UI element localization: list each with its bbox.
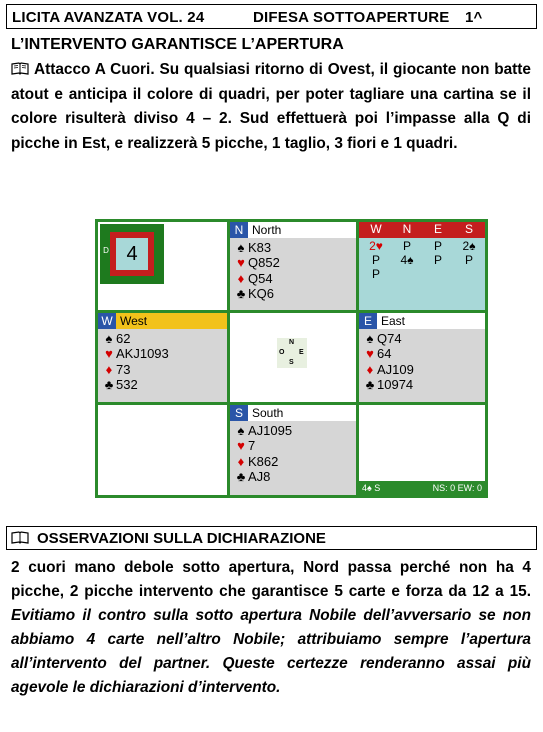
heart-icon: ♥ [237, 255, 245, 271]
compass-s: S [289, 359, 294, 366]
book-icon [11, 59, 29, 72]
diamond-icon: ♦ [237, 270, 245, 286]
board-number-box [100, 224, 164, 284]
north-name: North [252, 223, 282, 237]
bid: P [371, 253, 380, 267]
bid-header-w: W [370, 222, 382, 236]
bid-header-s: S [464, 222, 473, 236]
west-diamonds: 73 [116, 361, 131, 377]
observations-italic-text: Evitiamo il contro sulla sotto apertura Nobile dell’avversario se non abbiamo 4 carte nell’altro Nobile; attribuiamo sempre l’apertura all’intervento del partner. Queste certezze renderanno assai più agevole le dichiarazioni d’intervento. [11, 607, 531, 696]
bid-header-e: E [433, 222, 442, 236]
compass-icon [277, 338, 307, 368]
north-spades: K83 [248, 240, 272, 255]
spade-icon: ♠ [237, 240, 245, 255]
bid: P [464, 253, 473, 267]
result-bar [359, 481, 485, 495]
east-seat-letter: E [359, 313, 377, 329]
spade-icon: ♠ [366, 331, 374, 346]
observations-text: 2 cuori mano debole sotto apertura, Nord passa perché non ha 4 picche, 2 picche intervento che garantisce 5 carte e forza da 12 a 15. [11, 559, 531, 600]
east-name: East [381, 314, 406, 328]
south-diamonds: K862 [248, 453, 279, 469]
bid: 2♥ [369, 239, 383, 253]
west-clubs: 532 [116, 376, 138, 392]
compass-n: N [289, 339, 295, 346]
club-icon: ♣ [236, 285, 246, 301]
north-clubs: KQ6 [248, 285, 275, 301]
header-row [8, 6, 535, 28]
south-hand [230, 405, 356, 495]
score: NS: 0 EW: 0 [432, 483, 482, 493]
west-seat-letter: W [98, 313, 116, 329]
spade-icon: ♠ [237, 423, 245, 438]
bid: P [433, 253, 442, 267]
bid: P [402, 239, 411, 253]
bidding-row [359, 253, 485, 267]
intro-text: Attacco A Cuori. Su qualsiasi ritorno di Ovest, il giocante non batte atout e anticipa il colore di quadri, per poter tagliare una cartina se il colore risulterà diviso 4 – 2. Sud effettuerà poi l’impasse alla Q di picche in Est, e realizzerà 5 picche, 1 taglio, 3 fiori e 1 quadri. [11, 61, 531, 152]
east-clubs: 10974 [377, 376, 414, 392]
bid: P [433, 239, 442, 253]
intro-paragraph [11, 58, 531, 156]
south-hearts: 7 [248, 438, 256, 454]
heart-icon: ♥ [366, 346, 374, 362]
bridge-deal-diagram [95, 219, 488, 498]
north-hand [230, 222, 356, 310]
topic-number: 1^ [465, 9, 483, 26]
bid: 4♠ [400, 253, 414, 267]
diamond-icon: ♦ [105, 361, 113, 377]
book-icon [11, 531, 29, 544]
compass-o: O [279, 349, 285, 356]
diamond-icon: ♦ [237, 453, 245, 469]
west-name: West [120, 314, 148, 328]
board-number-cell [98, 222, 227, 310]
bidding-header [359, 222, 485, 238]
contract: 4♠ S [362, 483, 381, 493]
club-icon: ♣ [104, 376, 114, 392]
dealer-indicator: D [103, 246, 109, 255]
club-icon: ♣ [236, 468, 246, 484]
south-spades: AJ1095 [248, 423, 293, 438]
club-icon: ♣ [365, 376, 375, 392]
observations-paragraph [11, 556, 531, 700]
west-hearts: AKJ1093 [116, 346, 169, 362]
heart-icon: ♥ [237, 438, 245, 454]
bidding-box [359, 222, 485, 310]
observations-title: OSSERVAZIONI SULLA DICHIARAZIONE [37, 530, 326, 547]
bid: 2♠ [462, 239, 476, 253]
north-diamonds: Q54 [248, 270, 273, 286]
result-cell [359, 405, 485, 495]
north-hearts: Q852 [248, 255, 280, 271]
topic-title: DIFESA SOTTOAPERTURE [253, 9, 450, 26]
east-hearts: 64 [377, 346, 392, 362]
empty-cell [98, 405, 227, 495]
compass-e: E [299, 349, 304, 356]
north-seat-letter: N [230, 222, 248, 238]
east-hand [359, 313, 485, 402]
series-title: LICITA AVANZATA VOL. 24 [12, 9, 205, 26]
bidding-row [359, 267, 485, 281]
observations-title-row [11, 530, 326, 547]
west-spades: 62 [116, 331, 131, 346]
east-spades: Q74 [377, 331, 402, 346]
bid: P [371, 267, 380, 281]
south-name: South [252, 406, 284, 420]
west-hand [98, 313, 227, 402]
bidding-row [359, 239, 485, 253]
south-clubs: AJ8 [248, 468, 271, 484]
board-number: 4 [116, 238, 148, 270]
east-diamonds: AJ109 [377, 361, 414, 377]
spade-icon: ♠ [105, 331, 113, 346]
bid-header-n: N [402, 222, 412, 236]
south-seat-letter: S [230, 405, 248, 421]
heart-icon: ♥ [105, 346, 113, 362]
diamond-icon: ♦ [366, 361, 374, 377]
section-subtitle: L’INTERVENTO GARANTISCE L’APERTURA [11, 36, 344, 53]
table-center [230, 313, 356, 402]
